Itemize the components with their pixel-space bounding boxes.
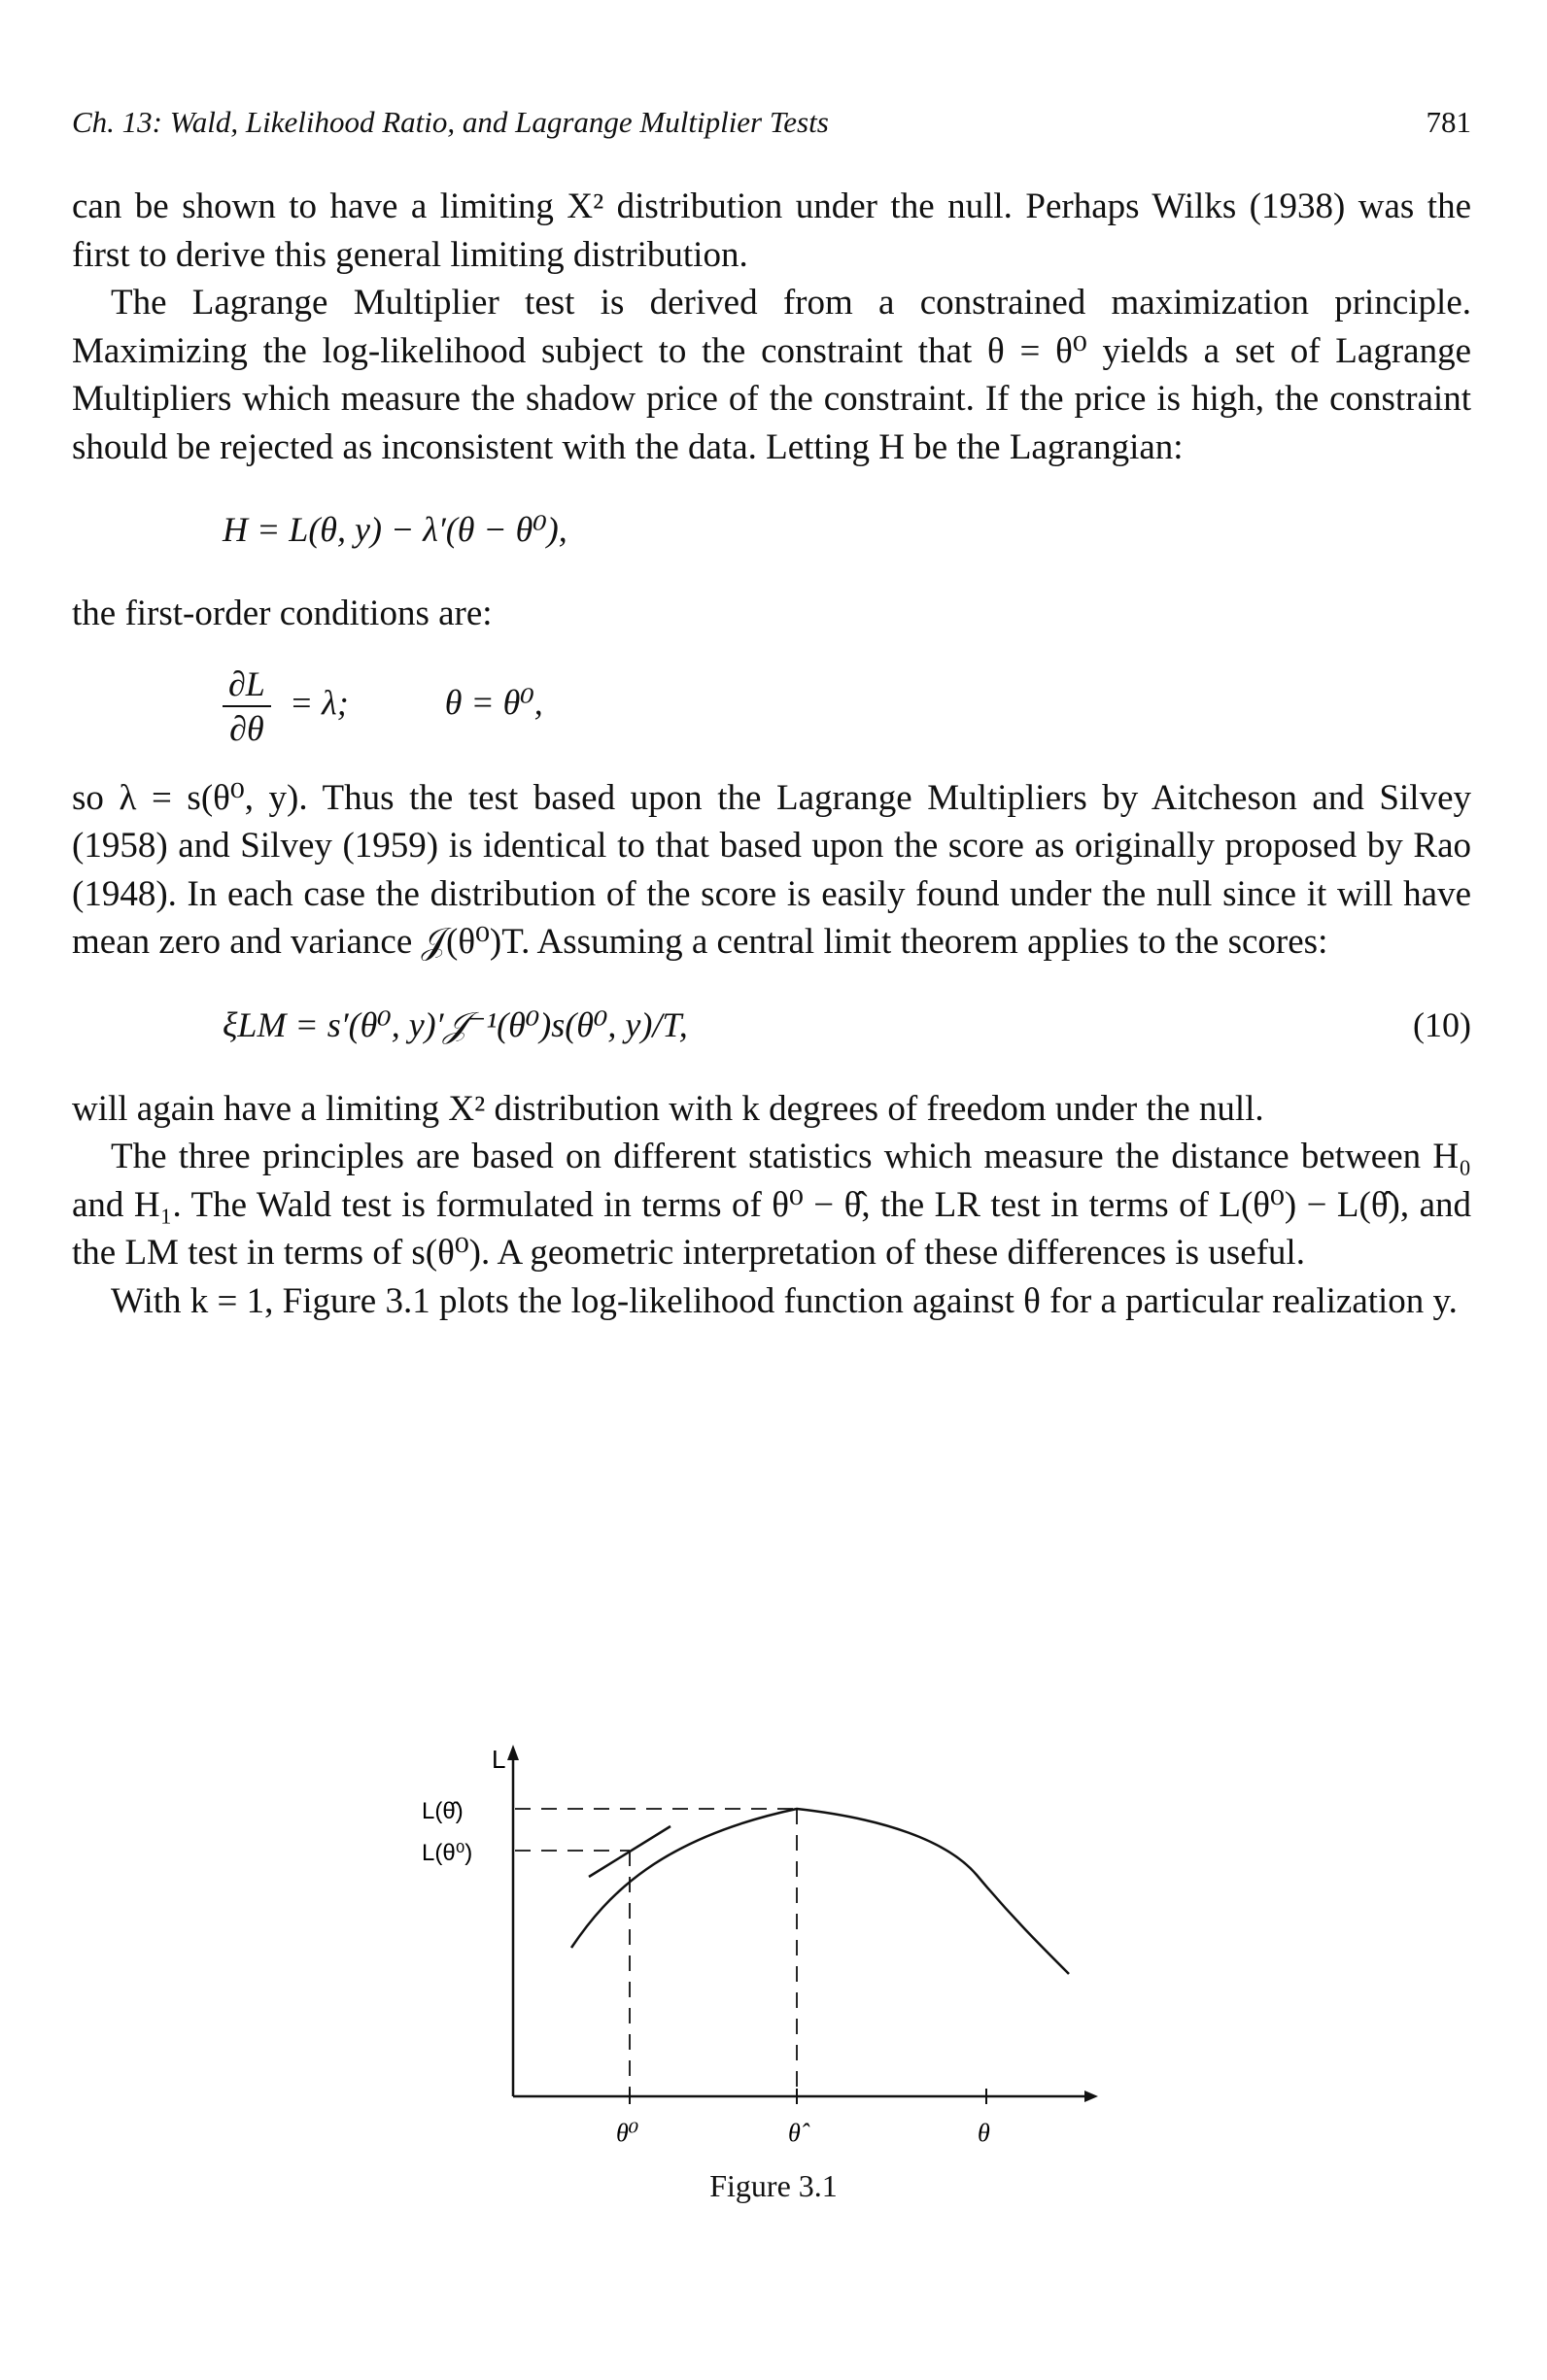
paragraph-1: can be shown to have a limiting X² distribution under the null. Perhaps Wilks (1938) was the first to derive this general limiting distribution.: [72, 187, 1471, 275]
lm-formula: ξLM = s′(θ⁰, y)′𝒥⁻¹(θ⁰)s(θ⁰, y)/T,: [223, 1004, 688, 1044]
paragraph-6: The three principles are based on different statistics which measure the distance between H₀ and H₁. The Wald test is formulated in terms of θ⁰ − θ̂, the LR test in terms of L(θ⁰) − L(θ̂), and the LM test in terms of s(θ⁰). A geometric interpretation of these differences is useful.: [72, 1137, 1471, 1273]
paragraph-2: The Lagrange Multiplier test is derived from a constrained maximization principle. Maximizing the log-likelihood subject to the constraint that θ = θ⁰ yields a set of Lagrange Multipliers which measure the shadow price of the constraint. If the price is high, the constraint should be rejected as inconsistent with the data. Letting H be the Lagrangian:: [72, 283, 1471, 467]
label-L-0: L(θ⁰): [422, 1840, 473, 1866]
log-likelihood-curve: [571, 1809, 1069, 1974]
tangent-at-theta0: [589, 1826, 670, 1877]
y-axis-arrow: [507, 1745, 519, 1760]
partial-derivative-fraction: [223, 663, 271, 750]
equation-first-order-conditions: [72, 638, 1471, 774]
x-axis-label: θ: [978, 2119, 990, 2147]
foc-rhs: = λ;: [289, 682, 349, 722]
foc-constraint: θ = θ⁰,: [444, 682, 543, 722]
fraction-denominator: ∂θ: [229, 708, 264, 748]
equation-lagrangian: [72, 471, 1471, 590]
figure-svg: [389, 1729, 1147, 2166]
x-tick-theta-hat-label: θ̂: [788, 2119, 801, 2147]
lagrangian-formula: H = L(θ, y) − λ′(θ − θ⁰),: [223, 510, 567, 550]
paragraph-5: will again have a limiting X² distribution with k degrees of freedom under the null.: [72, 1088, 1264, 1129]
foc-left: [223, 663, 543, 750]
figure-caption: Figure 3.1: [709, 2168, 838, 2203]
label-L-hat: L(θ̂): [422, 1798, 464, 1824]
paragraph-4: so λ = s(θ⁰, y). Thus the test based upon the Lagrange Multipliers by Aitcheson and Silvey (1958) and Silvey (1959) is identical to that based upon the score as originally proposed by Rao (1948). In each case the distribution of the score is easily found under the null since it will have mean zero and variance 𝒥(θ⁰)T. Assuming a central limit theorem applies to the scores:: [72, 777, 1471, 962]
page-number: 781: [1426, 105, 1471, 139]
body-text: [72, 183, 1471, 1325]
paragraph-3: the first-order conditions are:: [72, 594, 493, 633]
x-axis-arrow: [1084, 2091, 1098, 2102]
page-header: [72, 105, 1471, 150]
equation-number: (10): [1413, 1004, 1471, 1044]
equation-lm-statistic: [72, 967, 1471, 1085]
fraction-numerator: ∂L: [223, 663, 271, 707]
figure-log-likelihood: [389, 1729, 1147, 2215]
y-axis-label: L: [492, 1745, 506, 1774]
x-tick-theta0-label: θ⁰: [616, 2119, 639, 2147]
running-title: Ch. 13: Wald, Likelihood Ratio, and Lagrange Multiplier Tests: [72, 105, 829, 139]
paragraph-7: With k = 1, Figure 3.1 plots the log-likelihood function against θ for a particular realization y.: [111, 1280, 1458, 1321]
